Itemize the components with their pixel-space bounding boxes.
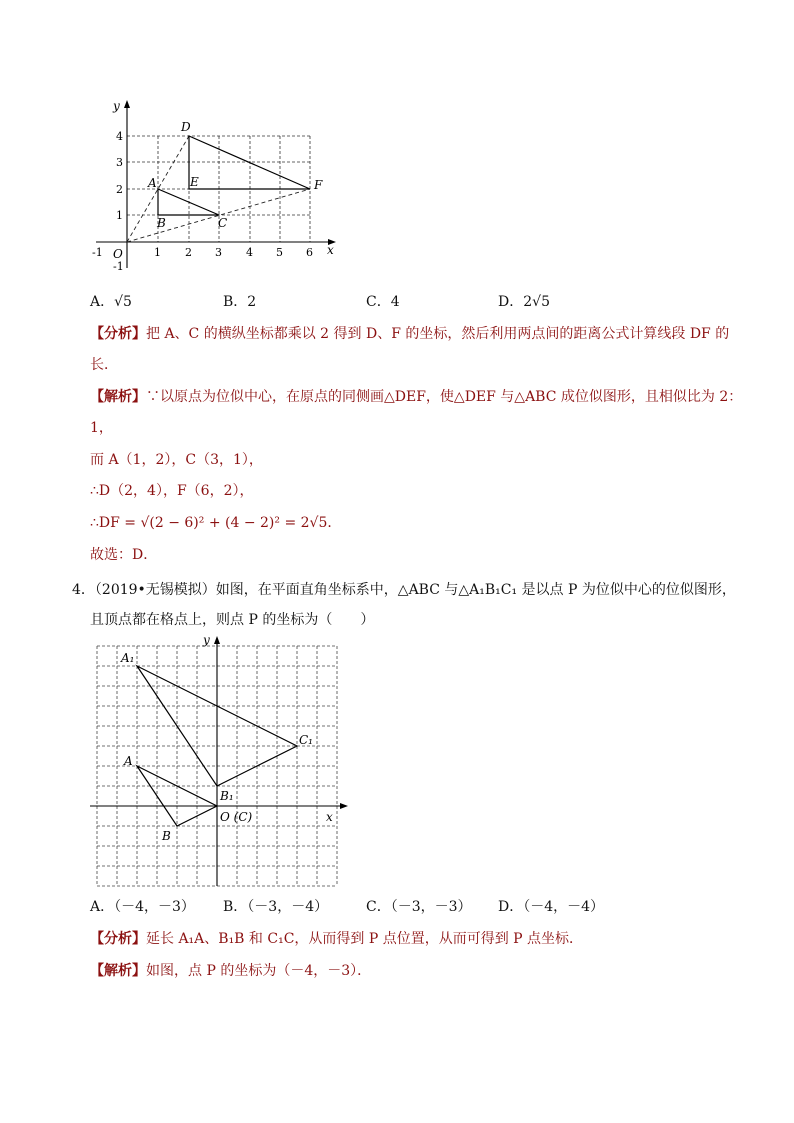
q4-solution-text: 如图，点 P 的坐标为（－4，－3）． bbox=[146, 963, 372, 979]
q4-analysis-text: 延长 A₁A、B₁B 和 C₁C，从而得到 P 点位置，从而可得到 P 点坐标． bbox=[146, 931, 584, 947]
fig2-point-oc: O (C) bbox=[220, 810, 253, 824]
q3-solution-line2: 1， bbox=[90, 420, 113, 436]
q4-option-a[interactable]: A．（－4，－3） bbox=[90, 899, 195, 915]
fig1-xtick: 1 bbox=[154, 246, 161, 259]
q3-analysis-text: 把 A、C 的横纵坐标都乘以 2 得到 D、F 的坐标，然后利用两点间的距离公式计算线段 DF 的 bbox=[146, 326, 730, 342]
fig1-axis-x: x bbox=[327, 243, 334, 257]
fig1-origin: O bbox=[113, 247, 123, 261]
q3-option-c[interactable]: C．4 bbox=[366, 294, 400, 310]
fig1-xtick: 4 bbox=[246, 246, 253, 259]
q4-option-b[interactable]: B．（－3，－4） bbox=[223, 899, 329, 915]
fig1-ytick: 4 bbox=[116, 130, 123, 143]
q4-stem-line1 bbox=[72, 580, 736, 600]
figure-2-coordinate-grid bbox=[86, 630, 356, 892]
q3-option-d-value: 2√5 bbox=[523, 294, 550, 310]
fig2-axis-x: x bbox=[326, 810, 333, 824]
fig1-xtick: 5 bbox=[276, 246, 283, 259]
fig1-xtick: 2 bbox=[185, 246, 192, 259]
fig1-xtick: -1 bbox=[92, 246, 103, 259]
fig2-point-b1: B₁ bbox=[220, 789, 234, 803]
q3-analysis-line2: 长． bbox=[90, 357, 118, 373]
fig1-ytick: 2 bbox=[116, 183, 123, 196]
q3-analysis-line1 bbox=[90, 324, 729, 344]
q3-solution-text: ∵以原点为位似中心，在原点的同侧画△DEF，使△DEF 与△ABC 成位似图形，且相似比为 2： bbox=[146, 389, 743, 405]
fig1-ytick: 3 bbox=[116, 156, 123, 169]
solution-tag: 【解析】 bbox=[90, 963, 146, 979]
q4-stem-text: （2019•无锡模拟）如图，在平面直角坐标系中，△ABC 与△A₁B₁C₁ 是以点 P 为位似中心的位似图形， bbox=[94, 582, 736, 598]
analysis-tag: 【分析】 bbox=[90, 326, 146, 342]
fig1-xtick: 3 bbox=[215, 246, 222, 259]
fig1-point-e: E bbox=[190, 175, 199, 189]
q3-solution-line5: ∴DF = √(2 − 6)² + (4 − 2)² = 2√5． bbox=[90, 515, 342, 531]
fig1-point-f: F bbox=[314, 178, 323, 192]
fig1-point-b: B bbox=[157, 216, 166, 230]
fig2-axis-y: y bbox=[203, 633, 210, 647]
q4-stem-line2: 且顶点都在格点上，则点 P 的坐标为（ ） bbox=[90, 612, 375, 628]
q3-option-a-value: √5 bbox=[114, 294, 132, 310]
fig2-point-c1: C₁ bbox=[299, 733, 313, 747]
q3-solution-line6: 故选：D． bbox=[90, 547, 158, 563]
q4-solution bbox=[90, 961, 371, 981]
q4-analysis bbox=[90, 929, 583, 949]
q4-number: 4． bbox=[72, 582, 95, 598]
fig1-point-d: D bbox=[181, 120, 191, 134]
q3-option-a[interactable] bbox=[90, 292, 132, 312]
q3-option-a-label: A． bbox=[90, 294, 115, 310]
figure-1-coordinate-plane bbox=[86, 96, 346, 276]
q3-option-b[interactable]: B．2 bbox=[223, 294, 257, 310]
fig2-point-a1: A₁ bbox=[121, 651, 135, 665]
fig1-point-c: C bbox=[218, 216, 228, 230]
analysis-tag: 【分析】 bbox=[90, 931, 146, 947]
fig2-point-b: B bbox=[162, 829, 171, 843]
q3-option-d[interactable] bbox=[498, 292, 550, 312]
solution-tag: 【解析】 bbox=[90, 389, 146, 405]
fig1-ytick: -1 bbox=[113, 260, 124, 273]
fig1-ytick: 1 bbox=[116, 209, 123, 222]
q3-solution-line4: ∴D（2，4），F（6，2）， bbox=[90, 483, 254, 499]
fig1-point-a: A bbox=[148, 176, 157, 190]
fig1-axis-y: y bbox=[113, 99, 120, 113]
q3-solution-line3: 而 A（1，2），C（3，1）， bbox=[90, 452, 263, 468]
q4-option-c[interactable]: C．（－3，－3） bbox=[366, 899, 472, 915]
q4-option-d[interactable]: D．（－4，－4） bbox=[498, 899, 605, 915]
fig2-point-a: A bbox=[124, 754, 133, 768]
q3-solution-line1 bbox=[90, 387, 742, 407]
q3-option-d-label: D． bbox=[498, 294, 524, 310]
fig1-xtick: 6 bbox=[306, 246, 313, 259]
